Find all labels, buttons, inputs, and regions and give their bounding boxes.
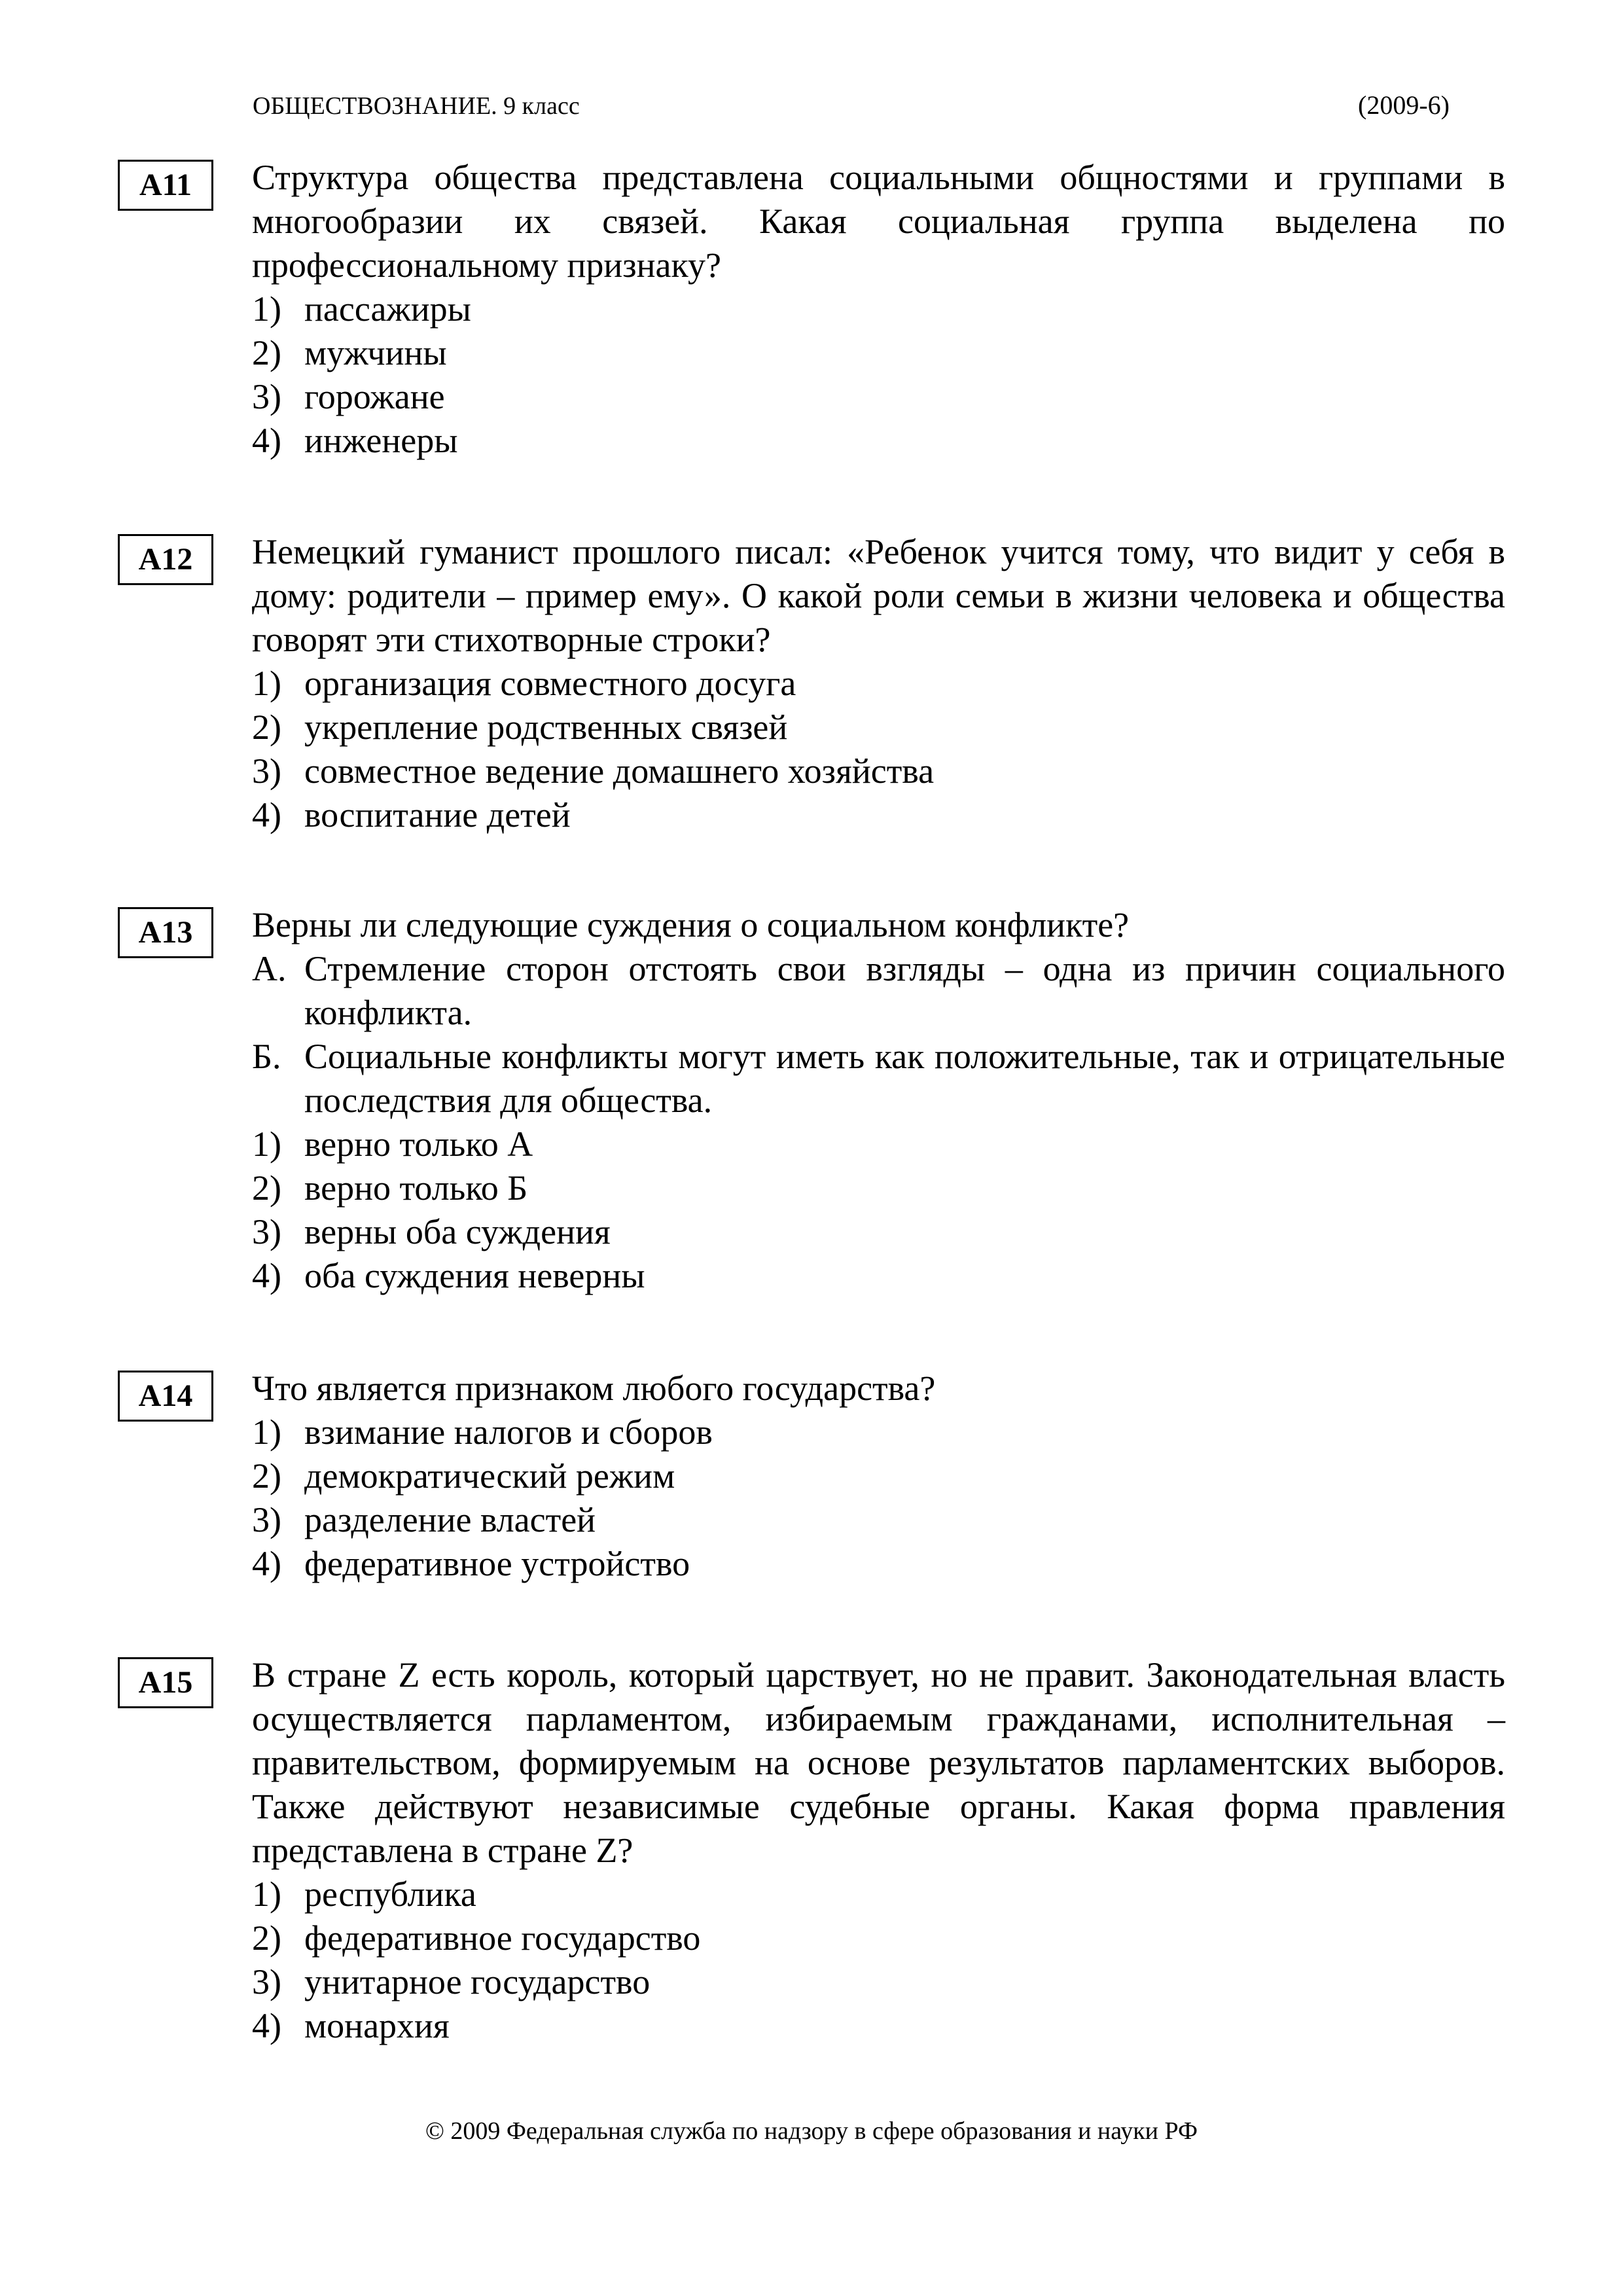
option-number: 1) [252,1874,281,1914]
option-text: взимание налогов и сборов [304,1412,713,1452]
option-text: унитарное государство [304,1962,651,2001]
option-text: воспитание детей [304,795,571,834]
answer-option [252,1960,1505,2004]
option-text: мужчины [304,333,447,372]
option-text: федеративное государство [304,1918,701,1958]
question-number-badge: A13 [118,907,213,958]
question-number-badge: A12 [118,534,213,585]
statement-letter: Б. [252,1037,281,1076]
option-number: 1) [252,664,281,703]
question-number-badge: A15 [118,1657,213,1708]
option-text: федеративное устройство [304,1544,690,1583]
question-stem: В стране Z есть король, который царствует, но не правит. Законодательная власть осуществляется парламентом, избираемым гражданами, исполнительная – правительством, формируемым на основе результатов парламентских выборов. Также действуют независимые судебные органы. Какая форма правления представлена в стране Z? [252,1655,1505,1870]
option-number: 4) [252,1256,281,1295]
question-number-badge: A14 [118,1371,213,1422]
answer-option [252,375,1505,419]
answer-option [252,1210,1505,1254]
option-number: 4) [252,795,281,834]
answer-option [252,1873,1505,1916]
option-text: верно только А [304,1124,533,1164]
option-number: 2) [252,708,281,747]
option-text: горожане [304,377,445,416]
option-number: 2) [252,333,281,372]
option-text: пассажиры [304,289,471,329]
statement [252,1035,1505,1122]
answer-option [252,1166,1505,1210]
option-number: 1) [252,1412,281,1452]
option-text: совместное ведение домашнего хозяйства [304,751,935,791]
answer-option [252,287,1505,331]
option-text: республика [304,1874,476,1914]
answer-option [252,1498,1505,1542]
statement-text: Социальные конфликты могут иметь как положительные, так и отрицательные последствия для общества. [304,1037,1505,1120]
option-number: 2) [252,1168,281,1208]
option-text: верно только Б [304,1168,528,1208]
option-text: демократический режим [304,1456,675,1496]
option-number: 4) [252,421,281,460]
option-text: верны оба суждения [304,1212,611,1251]
answer-option [252,1916,1505,1960]
question-stem: Верны ли следующие суждения о социальном конфликте? [252,905,1130,944]
answer-option [252,2004,1505,2048]
answer-option [252,1254,1505,1298]
statement [252,947,1505,1035]
question-stem: Структура общества представлена социальными общностями и группами в многообразии их связей. Какая социальная группа выделена по профессиональному признаку? [252,158,1505,285]
option-text: разделение властей [304,1500,596,1539]
answer-option [252,419,1505,463]
answer-option [252,1542,1505,1586]
option-number: 2) [252,1456,281,1496]
footer-copyright: © 2009 Федеральная служба по надзору в сфере образования и науки РФ [425,2117,1198,2145]
answer-option [252,749,1505,793]
answer-option [252,1454,1505,1498]
option-number: 3) [252,1962,281,2001]
option-number: 3) [252,377,281,416]
answer-option [252,1122,1505,1166]
option-number: 3) [252,751,281,791]
header-subject: ОБЩЕСТВОЗНАНИЕ. 9 класс [253,92,580,120]
question-body [252,156,1505,463]
statement-letter: А. [252,949,287,988]
question-body [252,530,1505,837]
answer-option [252,706,1505,749]
option-number: 4) [252,1544,281,1583]
option-text: инженеры [304,421,458,460]
answer-option [252,1410,1505,1454]
answer-option [252,331,1505,375]
option-number: 2) [252,1918,281,1958]
option-number: 4) [252,2006,281,2045]
option-number: 1) [252,289,281,329]
question-body [252,903,1505,1298]
option-text: оба суждения неверны [304,1256,645,1295]
option-text: монархия [304,2006,450,2045]
option-text: укрепление родственных связей [304,708,788,747]
question-stem: Немецкий гуманист прошлого писал: «Ребенок учится тому, что видит у себя в дому: родители – пример ему». О какой роли семьи в жизни человека и общества говорят эти стихотворные строки? [252,532,1505,659]
answer-option [252,793,1505,837]
option-number: 3) [252,1212,281,1251]
question-number-badge: A11 [118,160,213,211]
option-text: организация совместного досуга [304,664,796,703]
statement-text: Стремление сторон отстоять свои взгляды – одна из причин социального конфликта. [304,949,1505,1032]
question-body [252,1367,1505,1586]
option-number: 3) [252,1500,281,1539]
answer-option [252,662,1505,706]
option-number: 1) [252,1124,281,1164]
header-code: (2009-6) [1358,90,1450,120]
question-stem: Что является признаком любого государства? [252,1369,936,1408]
question-body [252,1653,1505,2048]
